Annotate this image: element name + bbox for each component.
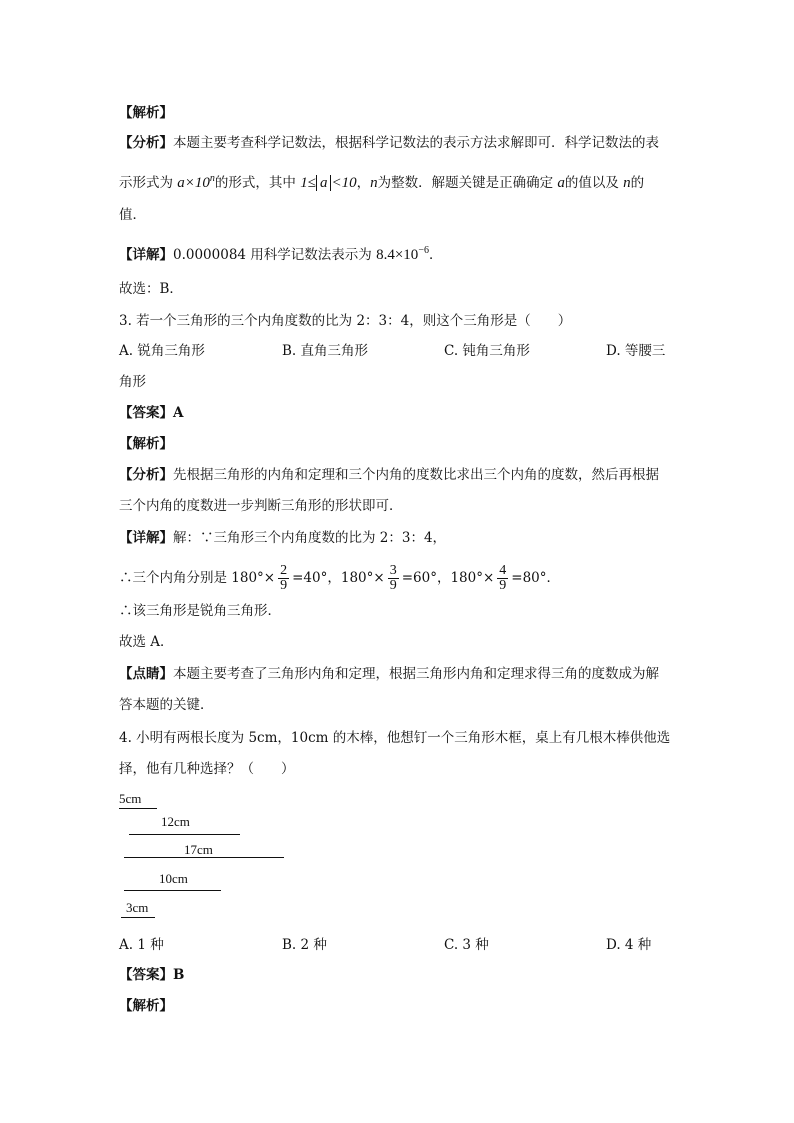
stick-label-3cm: 3cm xyxy=(126,900,149,915)
fenxi-line-3: 值． xyxy=(119,207,146,223)
xiangjie-label: 【详解】 xyxy=(119,530,173,546)
fraction-4-9: $\frac{4}{9}$ xyxy=(499,563,507,593)
stick-17cm xyxy=(124,857,284,858)
n-variable: n xyxy=(370,175,378,191)
fenxi-label: 【分析】 xyxy=(119,135,173,151)
jiexi-heading-3: 【解析】 xyxy=(119,436,173,452)
fraction-2-9: $\frac{2}{9}$ xyxy=(280,563,288,593)
abs-range-expression: 1≤ a <10 xyxy=(300,175,357,191)
fenxi-text: ， xyxy=(356,175,371,191)
q4-stem-line-1: 4. 小明有两根长度为 5cm，10cm 的木棒，他想钉一个三角形木框，桌上有几根木棒供他选 xyxy=(119,730,671,746)
sci-value: $8.4\times 10^{-6}$ xyxy=(376,245,429,263)
stick-label-12cm: 12cm xyxy=(161,814,190,829)
fraction-3-9: $\frac{3}{9}$ xyxy=(389,563,397,593)
fenxi-3-line-1 xyxy=(119,465,659,485)
fenxi-text: 的值以及 xyxy=(564,175,619,191)
n-variable: n xyxy=(623,175,631,191)
fenxi-line-2 xyxy=(119,169,644,193)
jiexi-heading-1: 【解析】 xyxy=(119,105,173,121)
xiangjie-label: 【详解】 xyxy=(119,247,173,263)
q4-stem-line-2: 择，他有几种选择？（ ） xyxy=(119,761,295,777)
xiangjie-line-1: 【详解】0.0000084 用科学记数法表示为 $8.4\times 10^{-6}$． xyxy=(119,245,443,263)
dianjing-label: 【点睛】 xyxy=(119,666,173,682)
q3-option-b: B. 直角三角形 xyxy=(282,343,369,359)
stick-label-5cm: 5cm xyxy=(119,791,142,806)
daan-4: 【答案】B xyxy=(119,967,185,983)
xiangjie-3-line-1 xyxy=(119,528,446,548)
q4-option-b: B. 2 种 xyxy=(282,937,327,953)
fenxi-line-1 xyxy=(119,133,659,153)
a-variable: a xyxy=(557,175,565,191)
q4-option-c: C. 3 种 xyxy=(444,937,489,953)
fenxi-text: 的 xyxy=(630,175,645,191)
fenxi-text: 示形式为 xyxy=(119,175,173,191)
q3-option-d-wrap: 角形 xyxy=(119,374,146,390)
conclusion-3: ∴该三角形是锐角三角形． xyxy=(119,603,281,619)
xiangjie-text: 解：∵三角形三个内角度数的比为 2：3：4， xyxy=(173,530,447,546)
dianjing-3-line-1 xyxy=(119,664,659,684)
guxuan-1: 故选：B． xyxy=(119,281,183,297)
dianjing-3-line-2: 答本题的关键． xyxy=(119,697,214,713)
dianjing-text: 本题主要考查了三角形内角和定理，根据三角形内角和定理求得三角的度数成为解 xyxy=(173,666,659,682)
stick-label-10cm: 10cm xyxy=(159,871,188,886)
stick-10cm xyxy=(124,890,221,891)
q4-option-d: D. 4 种 xyxy=(606,937,652,953)
stick-label-17cm: 17cm xyxy=(184,842,213,857)
stick-3cm xyxy=(121,917,155,918)
jiexi-heading-4: 【解析】 xyxy=(119,998,173,1014)
stick-12cm xyxy=(129,834,240,835)
fenxi-text: 先根据三角形的内角和定理和三个内角的度数比求出三个内角的度数，然后再根据 xyxy=(173,467,659,483)
daan-3: 【答案】A xyxy=(119,405,184,421)
sci-form-expression: $a\times 10^n$ xyxy=(177,173,215,191)
fenxi-text: 的形式，其中 xyxy=(214,175,296,191)
fenxi-text: 本题主要考查科学记数法，根据科学记数法的表示方法求解即可．科学记数法的表 xyxy=(173,135,659,151)
xiangjie-text: 0.0000084 用科学记数法表示为 xyxy=(173,247,372,263)
q3-option-c: C. 钝角三角形 xyxy=(444,343,530,359)
stick-5cm xyxy=(119,808,157,809)
fenxi-3-line-2: 三个内角的度数进一步判断三角形的形状即可． xyxy=(119,498,403,514)
q4-option-a: A. 1 种 xyxy=(119,937,164,953)
guxuan-3: 故选 A． xyxy=(119,634,174,650)
q3-option-a: A. 锐角三角形 xyxy=(119,343,205,359)
fenxi-label: 【分析】 xyxy=(119,467,173,483)
q3-option-d: D. 等腰三 xyxy=(606,343,666,359)
fenxi-text: 为整数．解题关键是正确确定 xyxy=(377,175,554,191)
q3-stem: 3. 若一个三角形的三个内角度数的比为 2：3：4，则这个三角形是（ ） xyxy=(119,313,572,329)
angle-calculation: ∴三个内角分别是 180°× $\frac{2}{9}$ =40°，180°× $\frac{3}{9}$ =60°，180°× $\frac{4}{9}$ =80°． xyxy=(119,563,561,593)
